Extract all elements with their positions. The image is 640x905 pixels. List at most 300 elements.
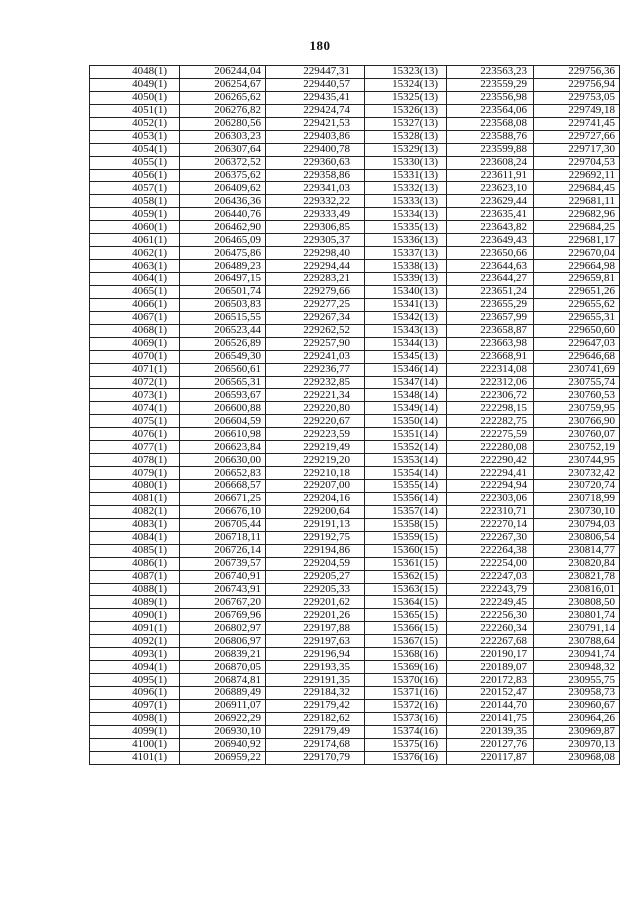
cell-point-id-right: 15362(15)	[365, 570, 447, 583]
cell-y-right: 229670,04	[534, 247, 620, 260]
coordinates-table	[89, 65, 620, 765]
cell-point-id-right: 15355(14)	[365, 480, 447, 493]
cell-x-left: 206705,44	[180, 518, 266, 531]
cell-point-id-right: 15367(15)	[365, 635, 447, 648]
cell-x-right: 220189,07	[447, 661, 534, 674]
cell-point-id-right: 15364(15)	[365, 596, 447, 609]
cell-point-id-right: 15357(14)	[365, 505, 447, 518]
cell-y-right: 230760,07	[534, 428, 620, 441]
cell-x-right: 222260,34	[447, 622, 534, 635]
table-row	[90, 208, 620, 221]
table-row	[90, 78, 620, 91]
cell-point-id-right: 15372(16)	[365, 699, 447, 712]
cell-point-id-right: 15327(13)	[365, 117, 447, 130]
cell-point-id-left: 4093(1)	[90, 648, 180, 661]
cell-point-id-right: 15324(13)	[365, 78, 447, 91]
table-row	[90, 751, 620, 764]
cell-point-id-left: 4099(1)	[90, 725, 180, 738]
table-row	[90, 247, 620, 260]
cell-y-left: 229305,37	[266, 234, 365, 247]
cell-x-right: 222312,06	[447, 376, 534, 389]
cell-point-id-left: 4076(1)	[90, 428, 180, 441]
cell-x-left: 206465,09	[180, 234, 266, 247]
cell-y-right: 229681,17	[534, 234, 620, 247]
cell-y-right: 230794,03	[534, 518, 620, 531]
cell-point-id-right: 15360(15)	[365, 544, 447, 557]
cell-x-right: 223650,66	[447, 247, 534, 260]
cell-point-id-left: 4086(1)	[90, 557, 180, 570]
table-row	[90, 428, 620, 441]
cell-x-left: 206630,00	[180, 454, 266, 467]
cell-x-right: 223643,82	[447, 221, 534, 234]
cell-point-id-right: 15340(13)	[365, 285, 447, 298]
cell-y-right: 230791,14	[534, 622, 620, 635]
page-number: 180	[309, 38, 331, 53]
cell-y-right: 230766,90	[534, 415, 620, 428]
cell-x-right: 223623,10	[447, 182, 534, 195]
cell-y-right: 229650,60	[534, 324, 620, 337]
cell-y-right: 229651,26	[534, 285, 620, 298]
cell-x-left: 206726,14	[180, 544, 266, 557]
table-row	[90, 260, 620, 273]
table-row	[90, 557, 620, 570]
cell-x-left: 206802,97	[180, 622, 266, 635]
cell-point-id-left: 4069(1)	[90, 337, 180, 350]
table-row	[90, 648, 620, 661]
cell-point-id-left: 4100(1)	[90, 738, 180, 751]
table-row	[90, 195, 620, 208]
cell-point-id-left: 4068(1)	[90, 324, 180, 337]
cell-x-right: 223644,27	[447, 273, 534, 286]
cell-x-right: 223568,08	[447, 117, 534, 130]
cell-x-left: 206959,22	[180, 751, 266, 764]
cell-x-right: 222275,59	[447, 428, 534, 441]
cell-y-right: 230964,26	[534, 712, 620, 725]
cell-point-id-right: 15375(16)	[365, 738, 447, 751]
table-row	[90, 480, 620, 493]
cell-x-left: 206593,67	[180, 389, 266, 402]
table-row	[90, 531, 620, 544]
cell-y-left: 229201,26	[266, 609, 365, 622]
table-row	[90, 518, 620, 531]
cell-point-id-left: 4080(1)	[90, 480, 180, 493]
cell-y-left: 229279,66	[266, 285, 365, 298]
cell-point-id-right: 15344(13)	[365, 337, 447, 350]
cell-y-left: 229241,03	[266, 350, 365, 363]
table-row	[90, 467, 620, 480]
cell-y-right: 230968,08	[534, 751, 620, 764]
cell-point-id-right: 15365(15)	[365, 609, 447, 622]
table-row	[90, 609, 620, 622]
cell-x-left: 206515,55	[180, 311, 266, 324]
cell-x-right: 223629,44	[447, 195, 534, 208]
cell-point-id-right: 15350(14)	[365, 415, 447, 428]
cell-x-right: 223599,88	[447, 143, 534, 156]
cell-point-id-right: 15356(14)	[365, 492, 447, 505]
cell-y-left: 229179,49	[266, 725, 365, 738]
cell-x-right: 222294,94	[447, 480, 534, 493]
cell-y-right: 229664,98	[534, 260, 620, 273]
cell-point-id-right: 15352(14)	[365, 441, 447, 454]
cell-y-left: 229223,59	[266, 428, 365, 441]
cell-y-right: 230732,42	[534, 467, 620, 480]
cell-y-left: 229219,20	[266, 454, 365, 467]
table-row	[90, 273, 620, 286]
table-row	[90, 298, 620, 311]
cell-x-left: 206600,88	[180, 402, 266, 415]
cell-point-id-left: 4101(1)	[90, 751, 180, 764]
table-row	[90, 234, 620, 247]
cell-x-left: 206244,04	[180, 66, 266, 79]
cell-x-right: 222280,08	[447, 441, 534, 454]
cell-x-right: 222254,00	[447, 557, 534, 570]
cell-x-right: 222298,15	[447, 402, 534, 415]
cell-point-id-right: 15359(15)	[365, 531, 447, 544]
cell-y-left: 229170,79	[266, 751, 365, 764]
table-row	[90, 350, 620, 363]
cell-point-id-right: 15338(13)	[365, 260, 447, 273]
cell-point-id-left: 4054(1)	[90, 143, 180, 156]
cell-y-right: 229655,62	[534, 298, 620, 311]
cell-y-left: 229262,52	[266, 324, 365, 337]
cell-point-id-right: 15331(13)	[365, 169, 447, 182]
cell-y-left: 229257,90	[266, 337, 365, 350]
cell-y-left: 229205,33	[266, 583, 365, 596]
cell-y-left: 229197,63	[266, 635, 365, 648]
cell-x-right: 222290,42	[447, 454, 534, 467]
table-row	[90, 505, 620, 518]
table-row	[90, 389, 620, 402]
cell-x-left: 206560,61	[180, 363, 266, 376]
cell-y-left: 229294,44	[266, 260, 365, 273]
cell-x-left: 206652,83	[180, 467, 266, 480]
table-row	[90, 363, 620, 376]
table-row	[90, 324, 620, 337]
cell-point-id-left: 4058(1)	[90, 195, 180, 208]
cell-y-left: 229400,78	[266, 143, 365, 156]
cell-x-left: 206372,52	[180, 156, 266, 169]
cell-x-right: 222264,38	[447, 544, 534, 557]
cell-y-left: 229277,25	[266, 298, 365, 311]
cell-point-id-right: 15328(13)	[365, 130, 447, 143]
cell-point-id-left: 4048(1)	[90, 66, 180, 79]
cell-y-right: 230955,75	[534, 674, 620, 687]
cell-point-id-right: 15366(15)	[365, 622, 447, 635]
cell-point-id-left: 4081(1)	[90, 492, 180, 505]
table-row	[90, 570, 620, 583]
cell-point-id-left: 4061(1)	[90, 234, 180, 247]
cell-point-id-right: 15348(14)	[365, 389, 447, 402]
cell-point-id-right: 15339(13)	[365, 273, 447, 286]
cell-point-id-right: 15345(13)	[365, 350, 447, 363]
cell-point-id-left: 4083(1)	[90, 518, 180, 531]
table-row	[90, 337, 620, 350]
cell-y-right: 230820,84	[534, 557, 620, 570]
table-row	[90, 674, 620, 687]
cell-x-left: 206668,57	[180, 480, 266, 493]
table-row	[90, 544, 620, 557]
cell-y-right: 230960,67	[534, 699, 620, 712]
cell-y-left: 229403,86	[266, 130, 365, 143]
cell-point-id-left: 4062(1)	[90, 247, 180, 260]
cell-y-left: 229236,77	[266, 363, 365, 376]
cell-point-id-right: 15358(15)	[365, 518, 447, 531]
cell-point-id-right: 15343(13)	[365, 324, 447, 337]
cell-y-right: 229682,96	[534, 208, 620, 221]
cell-y-right: 230759,95	[534, 402, 620, 415]
cell-y-left: 229306,85	[266, 221, 365, 234]
cell-point-id-left: 4060(1)	[90, 221, 180, 234]
cell-x-right: 223611,91	[447, 169, 534, 182]
cell-x-right: 223657,99	[447, 311, 534, 324]
cell-y-right: 229692,11	[534, 169, 620, 182]
cell-y-left: 229192,75	[266, 531, 365, 544]
table-row	[90, 156, 620, 169]
cell-y-right: 229647,03	[534, 337, 620, 350]
cell-point-id-right: 15373(16)	[365, 712, 447, 725]
cell-y-right: 229756,36	[534, 66, 620, 79]
cell-x-right: 222267,68	[447, 635, 534, 648]
cell-point-id-left: 4098(1)	[90, 712, 180, 725]
cell-y-left: 229205,27	[266, 570, 365, 583]
cell-x-left: 206604,59	[180, 415, 266, 428]
cell-point-id-right: 15337(13)	[365, 247, 447, 260]
cell-point-id-left: 4097(1)	[90, 699, 180, 712]
cell-x-left: 206265,62	[180, 91, 266, 104]
cell-point-id-right: 15354(14)	[365, 467, 447, 480]
table-row	[90, 402, 620, 415]
cell-x-left: 206440,76	[180, 208, 266, 221]
cell-x-left: 206501,74	[180, 285, 266, 298]
cell-y-right: 229681,11	[534, 195, 620, 208]
cell-point-id-right: 15353(14)	[365, 454, 447, 467]
cell-x-left: 206497,15	[180, 273, 266, 286]
cell-x-right: 222267,30	[447, 531, 534, 544]
cell-y-left: 229184,32	[266, 687, 365, 700]
cell-x-left: 206940,92	[180, 738, 266, 751]
cell-point-id-right: 15342(13)	[365, 311, 447, 324]
cell-point-id-left: 4077(1)	[90, 441, 180, 454]
cell-y-left: 229332,22	[266, 195, 365, 208]
cell-point-id-right: 15332(13)	[365, 182, 447, 195]
cell-y-left: 229204,59	[266, 557, 365, 570]
cell-x-left: 206806,97	[180, 635, 266, 648]
cell-y-right: 230718,99	[534, 492, 620, 505]
table-row	[90, 725, 620, 738]
cell-x-left: 206436,36	[180, 195, 266, 208]
table-row	[90, 143, 620, 156]
cell-x-right: 222303,06	[447, 492, 534, 505]
cell-y-left: 229435,41	[266, 91, 365, 104]
cell-point-id-left: 4084(1)	[90, 531, 180, 544]
cell-x-left: 206610,98	[180, 428, 266, 441]
cell-point-id-right: 15369(16)	[365, 661, 447, 674]
cell-y-right: 230958,73	[534, 687, 620, 700]
cell-point-id-left: 4090(1)	[90, 609, 180, 622]
cell-y-right: 230755,74	[534, 376, 620, 389]
cell-y-left: 229424,74	[266, 104, 365, 117]
cell-x-left: 206303,23	[180, 130, 266, 143]
cell-y-left: 229191,13	[266, 518, 365, 531]
cell-y-right: 230806,54	[534, 531, 620, 544]
cell-x-right: 220141,75	[447, 712, 534, 725]
table-row	[90, 661, 620, 674]
cell-x-left: 206526,89	[180, 337, 266, 350]
cell-point-id-right: 15326(13)	[365, 104, 447, 117]
cell-point-id-right: 15349(14)	[365, 402, 447, 415]
cell-x-left: 206739,57	[180, 557, 266, 570]
cell-x-right: 223644,63	[447, 260, 534, 273]
table-row	[90, 635, 620, 648]
cell-y-left: 229358,86	[266, 169, 365, 182]
cell-point-id-right: 15346(14)	[365, 363, 447, 376]
cell-y-left: 229421,53	[266, 117, 365, 130]
cell-y-right: 230752,19	[534, 441, 620, 454]
cell-x-right: 223608,24	[447, 156, 534, 169]
cell-x-right: 222306,72	[447, 389, 534, 402]
cell-x-left: 206565,31	[180, 376, 266, 389]
cell-x-left: 206676,10	[180, 505, 266, 518]
cell-point-id-left: 4056(1)	[90, 169, 180, 182]
cell-y-right: 229655,31	[534, 311, 620, 324]
table-row	[90, 117, 620, 130]
cell-point-id-left: 4078(1)	[90, 454, 180, 467]
cell-x-right: 223663,98	[447, 337, 534, 350]
cell-x-right: 223649,43	[447, 234, 534, 247]
cell-point-id-right: 15363(15)	[365, 583, 447, 596]
cell-y-left: 229204,16	[266, 492, 365, 505]
cell-x-right: 223668,91	[447, 350, 534, 363]
cell-x-left: 206375,62	[180, 169, 266, 182]
cell-point-id-left: 4074(1)	[90, 402, 180, 415]
cell-y-left: 229267,34	[266, 311, 365, 324]
cell-y-left: 229179,42	[266, 699, 365, 712]
cell-x-left: 206549,30	[180, 350, 266, 363]
cell-point-id-left: 4071(1)	[90, 363, 180, 376]
cell-y-right: 230801,74	[534, 609, 620, 622]
cell-x-right: 223559,29	[447, 78, 534, 91]
cell-y-right: 230814,77	[534, 544, 620, 557]
cell-y-left: 229283,21	[266, 273, 365, 286]
cell-x-right: 223556,98	[447, 91, 534, 104]
cell-y-left: 229447,31	[266, 66, 365, 79]
table-row	[90, 583, 620, 596]
cell-point-id-left: 4082(1)	[90, 505, 180, 518]
table-row	[90, 66, 620, 79]
cell-x-right: 223655,29	[447, 298, 534, 311]
cell-point-id-left: 4089(1)	[90, 596, 180, 609]
cell-point-id-right: 15329(13)	[365, 143, 447, 156]
cell-y-left: 229298,40	[266, 247, 365, 260]
cell-x-right: 223635,41	[447, 208, 534, 221]
table-row	[90, 169, 620, 182]
cell-x-left: 206475,86	[180, 247, 266, 260]
cell-x-right: 222294,41	[447, 467, 534, 480]
cell-y-left: 229341,03	[266, 182, 365, 195]
cell-point-id-right: 15335(13)	[365, 221, 447, 234]
cell-point-id-right: 15351(14)	[365, 428, 447, 441]
cell-point-id-left: 4059(1)	[90, 208, 180, 221]
cell-x-right: 222282,75	[447, 415, 534, 428]
cell-y-left: 229210,18	[266, 467, 365, 480]
cell-x-left: 206623,84	[180, 441, 266, 454]
cell-point-id-left: 4063(1)	[90, 260, 180, 273]
table-row	[90, 311, 620, 324]
cell-y-left: 229220,67	[266, 415, 365, 428]
cell-y-right: 230741,69	[534, 363, 620, 376]
cell-point-id-left: 4064(1)	[90, 273, 180, 286]
cell-point-id-right: 15370(16)	[365, 674, 447, 687]
cell-point-id-right: 15374(16)	[365, 725, 447, 738]
cell-y-right: 229749,18	[534, 104, 620, 117]
cell-x-left: 206307,64	[180, 143, 266, 156]
cell-x-left: 206409,62	[180, 182, 266, 195]
cell-y-right: 229646,68	[534, 350, 620, 363]
cell-y-right: 229704,53	[534, 156, 620, 169]
table-row	[90, 738, 620, 751]
cell-x-right: 222249,45	[447, 596, 534, 609]
cell-point-id-right: 15347(14)	[365, 376, 447, 389]
table-row	[90, 376, 620, 389]
cell-x-right: 223651,24	[447, 285, 534, 298]
cell-x-left: 206503,83	[180, 298, 266, 311]
table-row	[90, 104, 620, 117]
cell-point-id-right: 15371(16)	[365, 687, 447, 700]
cell-point-id-left: 4095(1)	[90, 674, 180, 687]
table-row	[90, 699, 620, 712]
cell-x-right: 220190,17	[447, 648, 534, 661]
cell-x-right: 223564,06	[447, 104, 534, 117]
cell-x-left: 206671,25	[180, 492, 266, 505]
cell-point-id-right: 15330(13)	[365, 156, 447, 169]
table-row	[90, 687, 620, 700]
cell-x-left: 206930,10	[180, 725, 266, 738]
cell-x-left: 206870,05	[180, 661, 266, 674]
cell-y-right: 229717,30	[534, 143, 620, 156]
cell-point-id-right: 15325(13)	[365, 91, 447, 104]
cell-x-left: 206276,82	[180, 104, 266, 117]
cell-x-left: 206874,81	[180, 674, 266, 687]
table-row	[90, 596, 620, 609]
table-row	[90, 454, 620, 467]
cell-y-right: 229684,45	[534, 182, 620, 195]
cell-y-left: 229194,86	[266, 544, 365, 557]
cell-x-left: 206489,23	[180, 260, 266, 273]
table-row	[90, 285, 620, 298]
cell-x-left: 206839,21	[180, 648, 266, 661]
cell-point-id-left: 4075(1)	[90, 415, 180, 428]
cell-point-id-left: 4066(1)	[90, 298, 180, 311]
cell-y-right: 230821,78	[534, 570, 620, 583]
cell-y-right: 230969,87	[534, 725, 620, 738]
cell-y-right: 230760,53	[534, 389, 620, 402]
coordinates-table-body	[90, 66, 620, 765]
cell-y-left: 229207,00	[266, 480, 365, 493]
cell-point-id-left: 4055(1)	[90, 156, 180, 169]
cell-x-right: 220127,76	[447, 738, 534, 751]
cell-y-right: 230941,74	[534, 648, 620, 661]
cell-y-right: 229684,25	[534, 221, 620, 234]
table-row	[90, 441, 620, 454]
cell-x-left: 206462,90	[180, 221, 266, 234]
table-row	[90, 622, 620, 635]
cell-x-left: 206280,56	[180, 117, 266, 130]
cell-point-id-left: 4072(1)	[90, 376, 180, 389]
cell-y-left: 229333,49	[266, 208, 365, 221]
cell-point-id-left: 4092(1)	[90, 635, 180, 648]
cell-point-id-right: 15361(15)	[365, 557, 447, 570]
cell-y-left: 229197,88	[266, 622, 365, 635]
